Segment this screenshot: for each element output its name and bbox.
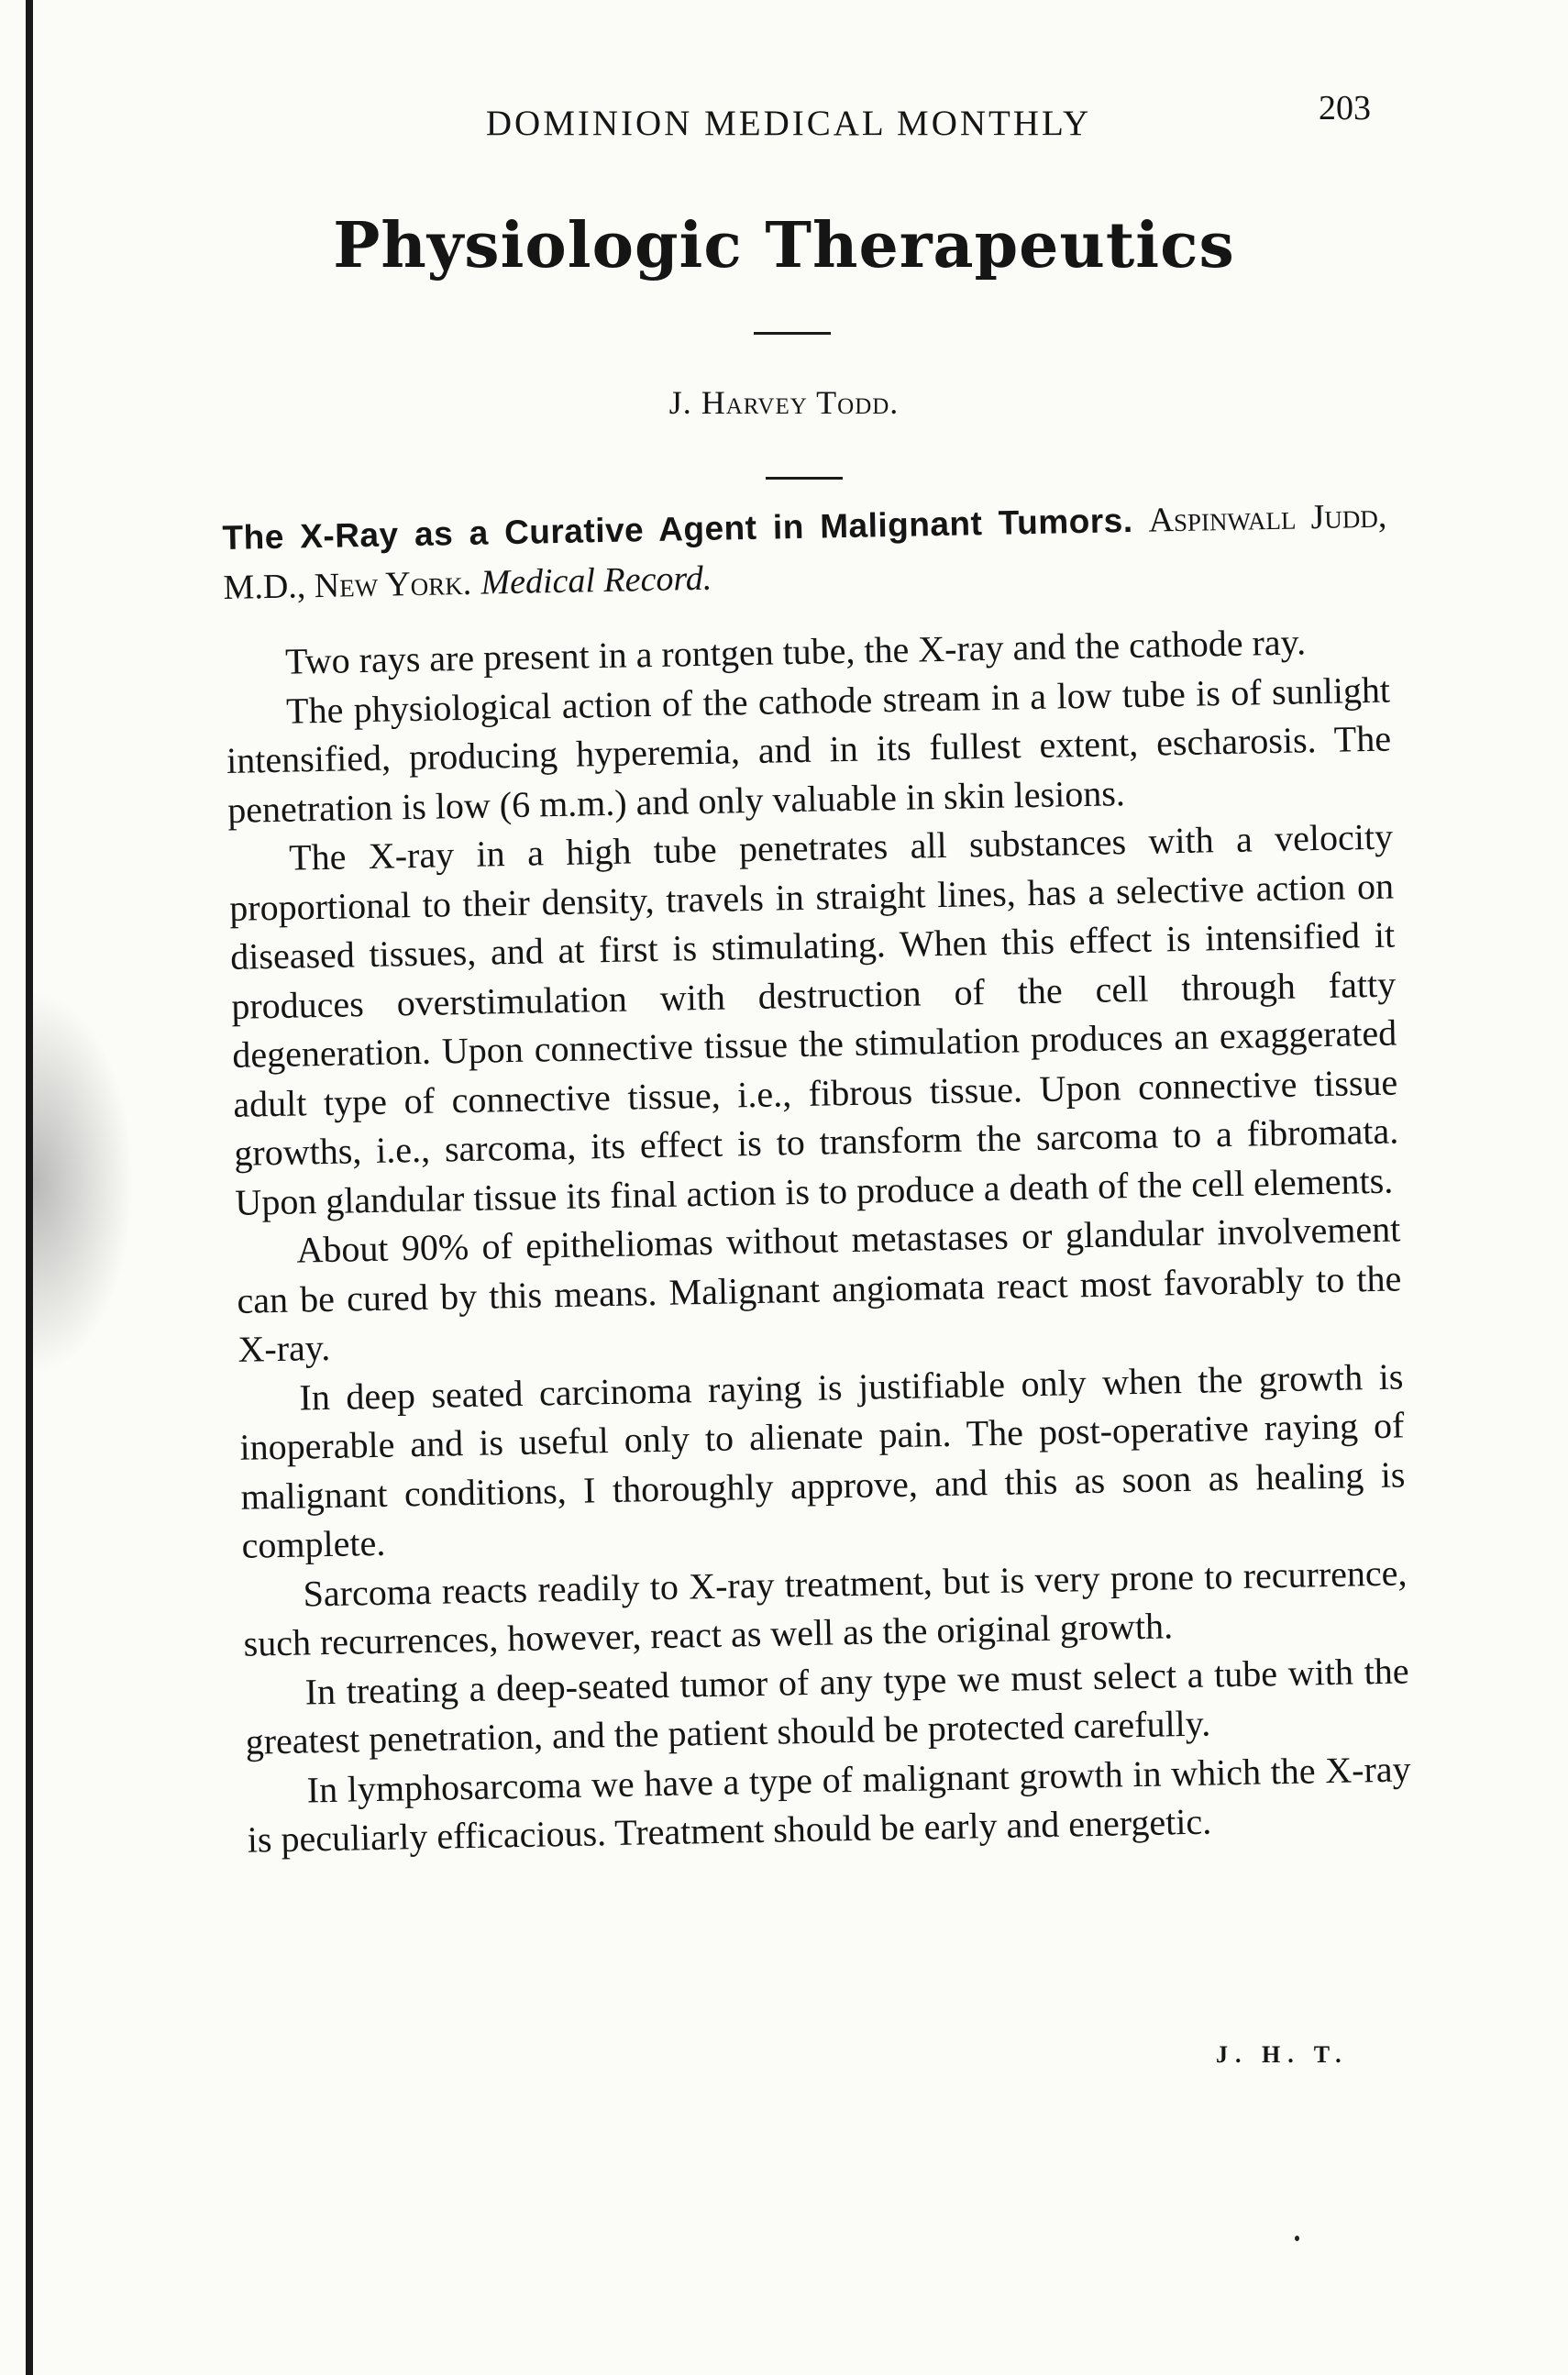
scan-smudge bbox=[33, 990, 134, 1375]
paragraph: In treating a deep-seated tumor of any type we must select a tube with the greatest penetration, and the patient should be protected carefully. bbox=[245, 1649, 1409, 1762]
paragraph: The X-ray in a high tube penetrates all substances with a velocity proportional to their density, travels in straight lines, has a selective action on diseased tissues, and at first is stimulating. When this effect is intensified it produces overstimulation with destruction of the cell through fatty degeneration. Upon connective tissue the stimulation produces an exaggerated adult type of connective tissue, i.e., fibrous tissue. Upon connective tissue growths, i.e., sarcoma, its effect is to transform the sarcoma to a fibromata. Upon glandular tissue its final action is to produce a death of the cell elements. bbox=[228, 815, 1399, 1223]
ink-speck bbox=[1295, 2236, 1299, 2241]
section-author: J. Harvey Todd. bbox=[668, 384, 900, 421]
paragraph: Sarcoma reacts readily to X-ray treatment, but is very prone to recurrence, such recurrences, however, react as well as the original growth. bbox=[243, 1551, 1408, 1664]
article-heading bbox=[222, 492, 1388, 613]
paragraph: About 90% of epitheliomas without metastases or glandular involvement can be cured by this means. Malignant angiomata react most favorably to the X-ray. bbox=[237, 1208, 1402, 1370]
paragraph: In lymphosarcoma we have a type of malignant growth in which the X-ray is peculiarly efficacious. Treatment should be early and energetic. bbox=[247, 1747, 1411, 1861]
article-author: Aspinwall Judd, M.D., New York. bbox=[223, 496, 1387, 607]
running-header: DOMINION MEDICAL MONTHLY bbox=[485, 104, 1092, 143]
signature-initials: J. H. T. bbox=[1216, 2041, 1349, 2068]
paragraph: The physiological action of the cathode stream in a low tube is of sunlight intensified, producing hyperemia, and in its fullest extent, escharosis. The penetration is low (6 m.m.) and only valuable in skin lesions. bbox=[226, 668, 1392, 831]
binding-edge bbox=[26, 0, 33, 2375]
divider-rule bbox=[766, 477, 843, 480]
paragraph: In deep seated carcinoma raying is justifiable only when the growth is inoperable and is useful only to alienate pain. The post-operative raying of malignant conditions, I thoroughly approve, and this as soon as healing is complete. bbox=[239, 1354, 1406, 1566]
article-source: Medical Record. bbox=[480, 558, 712, 602]
article bbox=[222, 492, 1412, 1865]
article-title: The X-Ray as a Curative Agent in Malignant Tumors. bbox=[222, 501, 1133, 557]
page-number: 203 bbox=[1319, 89, 1371, 127]
section-title: Physiologic Therapeutics bbox=[333, 209, 1235, 282]
divider-rule bbox=[754, 332, 831, 335]
paragraph: Two rays are present in a rontgen tube, the X-ray and the cathode ray. bbox=[284, 621, 1307, 682]
